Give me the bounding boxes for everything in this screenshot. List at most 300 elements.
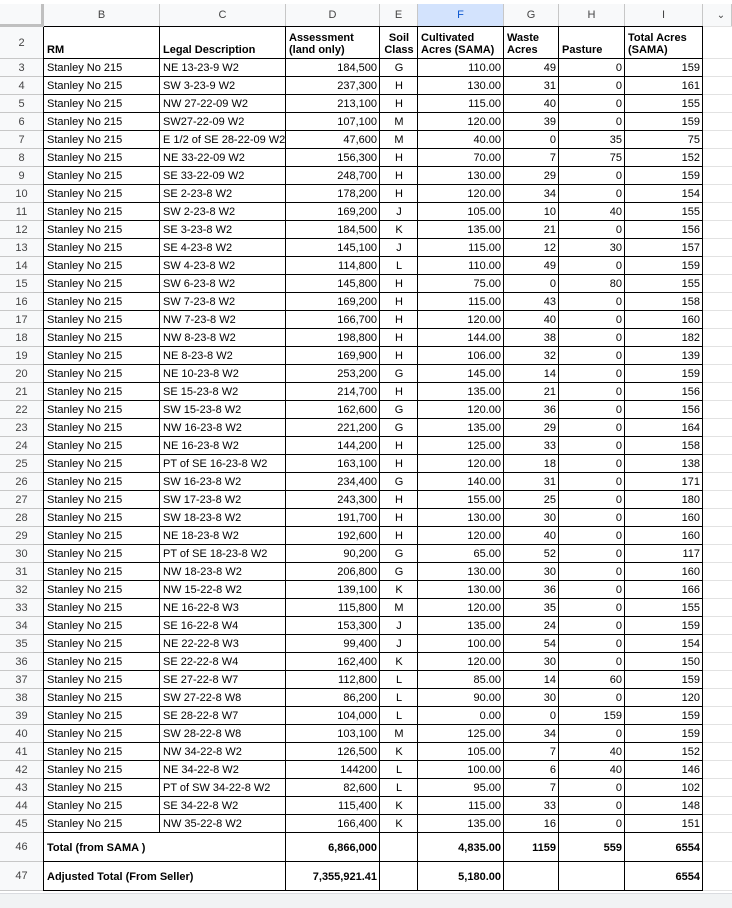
cell-legal-description[interactable]: SE 16-22-8 W4 bbox=[163, 620, 239, 632]
cell-pasture[interactable]: 0 bbox=[615, 458, 622, 470]
cell-assessment[interactable]: 184,500 bbox=[337, 224, 377, 236]
cell-rm[interactable]: Stanley No 215 bbox=[47, 152, 123, 164]
cell-pasture[interactable]: 0 bbox=[615, 476, 622, 488]
cell-cultivated-acres[interactable]: 145.00 bbox=[467, 368, 501, 380]
cell-waste-acres[interactable]: 38 bbox=[543, 332, 556, 344]
cell-pasture[interactable]: 0 bbox=[615, 728, 622, 740]
cell-waste-acres[interactable]: 36 bbox=[543, 404, 556, 416]
row-header[interactable]: 23 bbox=[0, 419, 44, 437]
cell-pasture[interactable]: 0 bbox=[615, 188, 622, 200]
cell-assessment[interactable]: 162,400 bbox=[337, 656, 377, 668]
cell-soil-class[interactable]: H bbox=[395, 350, 403, 362]
column-header-i[interactable]: I bbox=[625, 4, 703, 27]
cell-total-acres[interactable]: 158 bbox=[681, 440, 700, 452]
cell-assessment[interactable]: 126,500 bbox=[337, 746, 377, 758]
cell-soil-class[interactable]: G bbox=[394, 368, 404, 380]
cell-legal-description[interactable]: E 1/2 of SE 28-22-09 W2 bbox=[163, 134, 286, 146]
cell-rm[interactable]: Stanley No 215 bbox=[47, 242, 123, 254]
cell-legal-description[interactable]: SE 4-23-8 W2 bbox=[163, 242, 233, 254]
cell-total-acres[interactable]: 151 bbox=[681, 818, 700, 830]
cell-rm[interactable]: Stanley No 215 bbox=[47, 746, 123, 758]
column-header-b[interactable]: B bbox=[44, 4, 160, 27]
cell-soil-class[interactable]: G bbox=[394, 422, 404, 434]
cell-waste-acres[interactable]: 35 bbox=[543, 602, 556, 614]
cell-legal-description[interactable]: NE 16-23-8 W2 bbox=[163, 440, 239, 452]
cell-rm[interactable]: Stanley No 215 bbox=[47, 638, 123, 650]
cell-assessment[interactable]: 145,800 bbox=[337, 278, 377, 290]
cell-waste-acres[interactable]: 52 bbox=[543, 548, 556, 560]
cell-rm[interactable]: Stanley No 215 bbox=[47, 206, 123, 218]
cell-total-acres[interactable]: 155 bbox=[681, 206, 700, 218]
adjusted-cultivated[interactable]: 5,180.00 bbox=[458, 870, 501, 883]
cell-legal-description[interactable]: SE 27-22-8 W7 bbox=[163, 674, 239, 686]
cell-total-acres[interactable]: 120 bbox=[681, 692, 700, 704]
row-header[interactable]: 5 bbox=[0, 95, 44, 113]
cell-waste-acres[interactable]: 31 bbox=[543, 476, 556, 488]
cell-soil-class[interactable]: K bbox=[395, 746, 403, 758]
cell-legal-description[interactable]: NE 16-22-8 W3 bbox=[163, 602, 239, 614]
cell-total-acres[interactable]: 158 bbox=[681, 296, 700, 308]
cell-assessment[interactable]: 169,900 bbox=[337, 350, 377, 362]
cell-waste-acres[interactable]: 14 bbox=[543, 368, 556, 380]
cell-waste-acres[interactable]: 25 bbox=[543, 494, 556, 506]
cell-soil-class[interactable]: J bbox=[396, 242, 402, 254]
row-header[interactable]: 18 bbox=[0, 329, 44, 347]
cell-cultivated-acres[interactable]: 120.00 bbox=[467, 188, 501, 200]
cell-waste-acres[interactable]: 18 bbox=[543, 458, 556, 470]
cell-rm[interactable]: Stanley No 215 bbox=[47, 800, 123, 812]
cell-legal-description[interactable]: NE 33-22-09 W2 bbox=[163, 152, 245, 164]
cell-rm[interactable]: Stanley No 215 bbox=[47, 368, 123, 380]
row-header[interactable]: 11 bbox=[0, 203, 44, 221]
cell-soil-class[interactable]: G bbox=[394, 566, 404, 578]
cell-legal-description[interactable]: NW 27-22-09 W2 bbox=[163, 98, 248, 110]
cell-soil-class[interactable]: H bbox=[395, 296, 403, 308]
cell-soil-class[interactable]: L bbox=[395, 260, 403, 272]
cell-soil-class[interactable]: L bbox=[395, 782, 403, 794]
cell-cultivated-acres[interactable]: 135.00 bbox=[467, 620, 501, 632]
cell-soil-class[interactable]: M bbox=[394, 116, 404, 128]
row-header[interactable]: 34 bbox=[0, 617, 44, 635]
cell-total-acres[interactable]: 156 bbox=[681, 224, 700, 236]
cell-cultivated-acres[interactable]: 115.00 bbox=[468, 242, 501, 254]
row-header[interactable]: 30 bbox=[0, 545, 44, 563]
cell-assessment[interactable]: 86,200 bbox=[343, 692, 377, 704]
cell-pasture[interactable]: 0 bbox=[615, 566, 622, 578]
cell-legal-description[interactable]: SW 15-23-8 W2 bbox=[163, 404, 242, 416]
cell-legal-description[interactable]: NW 34-22-8 W2 bbox=[163, 746, 242, 758]
total-assessment[interactable]: 6,866,000 bbox=[328, 841, 377, 854]
cell-pasture[interactable]: 80 bbox=[609, 278, 622, 290]
cell-pasture[interactable]: 0 bbox=[615, 530, 622, 542]
cell-pasture[interactable]: 0 bbox=[615, 620, 622, 632]
cell-cultivated-acres[interactable]: 95.00 bbox=[473, 782, 501, 794]
cell-rm[interactable]: Stanley No 215 bbox=[47, 710, 123, 722]
cell-pasture[interactable]: 30 bbox=[609, 242, 622, 254]
cell-legal-description[interactable]: NE 8-23-8 W2 bbox=[163, 350, 233, 362]
cell-waste-acres[interactable]: 29 bbox=[543, 170, 556, 182]
row-header[interactable]: 20 bbox=[0, 365, 44, 383]
cell-assessment[interactable]: 191,700 bbox=[337, 512, 377, 524]
cell-rm[interactable]: Stanley No 215 bbox=[47, 512, 123, 524]
cell-waste-acres[interactable]: 21 bbox=[543, 386, 556, 398]
row-header[interactable]: 6 bbox=[0, 113, 44, 131]
cell-pasture[interactable]: 0 bbox=[615, 116, 622, 128]
cell-assessment[interactable]: 243,300 bbox=[337, 494, 377, 506]
cell-legal-description[interactable]: SW 4-23-8 W2 bbox=[163, 260, 236, 272]
cell-assessment[interactable]: 213,100 bbox=[337, 98, 377, 110]
row-header[interactable]: 25 bbox=[0, 455, 44, 473]
cell-assessment[interactable]: 99,400 bbox=[343, 638, 377, 650]
cell-waste-acres[interactable]: 30 bbox=[543, 512, 556, 524]
cell-cultivated-acres[interactable]: 105.00 bbox=[467, 746, 501, 758]
cell-waste-acres[interactable]: 0 bbox=[549, 134, 556, 146]
cell-rm[interactable]: Stanley No 215 bbox=[47, 620, 123, 632]
cell-waste-acres[interactable]: 36 bbox=[543, 584, 556, 596]
row-header[interactable]: 45 bbox=[0, 815, 44, 833]
cell-soil-class[interactable]: H bbox=[395, 98, 403, 110]
cell-waste-acres[interactable]: 49 bbox=[543, 260, 556, 272]
cell-assessment[interactable]: 115,400 bbox=[338, 800, 377, 812]
cell-rm[interactable]: Stanley No 215 bbox=[47, 314, 123, 326]
cell-waste-acres[interactable]: 43 bbox=[543, 296, 556, 308]
cell-legal-description[interactable]: SW 17-23-8 W2 bbox=[163, 494, 242, 506]
cell-total-acres[interactable]: 160 bbox=[681, 566, 700, 578]
cell-assessment[interactable]: 145,100 bbox=[337, 242, 377, 254]
cell-total-acres[interactable]: 139 bbox=[681, 350, 700, 362]
row-header[interactable]: 40 bbox=[0, 725, 44, 743]
cell-legal-description[interactable]: SW 18-23-8 W2 bbox=[163, 512, 242, 524]
cell-cultivated-acres[interactable]: 40.00 bbox=[473, 134, 501, 146]
cell-waste-acres[interactable]: 14 bbox=[543, 674, 556, 686]
cell-total-acres[interactable]: 159 bbox=[681, 368, 700, 380]
cell-waste-acres[interactable]: 12 bbox=[543, 242, 556, 254]
cell-assessment[interactable]: 107,100 bbox=[337, 116, 377, 128]
cell-soil-class[interactable]: H bbox=[395, 530, 403, 542]
cell-total-acres[interactable]: 180 bbox=[681, 494, 700, 506]
cell-legal-description[interactable]: SW 16-23-8 W2 bbox=[163, 476, 242, 488]
cell-waste-acres[interactable]: 16 bbox=[543, 818, 556, 830]
cell-rm[interactable]: Stanley No 215 bbox=[47, 386, 123, 398]
cell-assessment[interactable]: 184,500 bbox=[337, 62, 377, 74]
cell-waste-acres[interactable]: 24 bbox=[543, 620, 556, 632]
cell-rm[interactable]: Stanley No 215 bbox=[47, 674, 123, 686]
cell-rm[interactable]: Stanley No 215 bbox=[47, 584, 123, 596]
row-header[interactable]: 32 bbox=[0, 581, 44, 599]
cell-cultivated-acres[interactable]: 70.00 bbox=[473, 152, 501, 164]
cell-soil-class[interactable]: H bbox=[395, 80, 403, 92]
cell-waste-acres[interactable]: 49 bbox=[543, 62, 556, 74]
row-header[interactable]: 21 bbox=[0, 383, 44, 401]
adjusted-total-label[interactable]: Adjusted Total (From Seller) bbox=[47, 870, 194, 883]
cell-soil-class[interactable]: J bbox=[396, 638, 402, 650]
cell-soil-class[interactable]: J bbox=[396, 620, 402, 632]
cell-assessment[interactable]: 139,100 bbox=[337, 584, 377, 596]
cell-rm[interactable]: Stanley No 215 bbox=[47, 260, 123, 272]
cell-total-acres[interactable]: 159 bbox=[681, 710, 700, 722]
cell-soil-class[interactable]: H bbox=[395, 314, 403, 326]
cell-pasture[interactable]: 0 bbox=[615, 692, 622, 704]
cell-waste-acres[interactable]: 31 bbox=[543, 80, 556, 92]
cell-legal-description[interactable]: SW 3-23-9 W2 bbox=[163, 80, 236, 92]
cell-pasture[interactable]: 0 bbox=[615, 494, 622, 506]
cell-rm[interactable]: Stanley No 215 bbox=[47, 494, 123, 506]
cell-cultivated-acres[interactable]: 115.00 bbox=[468, 296, 501, 308]
cell-rm[interactable]: Stanley No 215 bbox=[47, 476, 123, 488]
column-header-c[interactable]: C bbox=[160, 4, 286, 27]
cell-assessment[interactable]: 162,600 bbox=[337, 404, 377, 416]
cell-cultivated-acres[interactable]: 0.00 bbox=[479, 710, 501, 722]
cell-cultivated-acres[interactable]: 144.00 bbox=[467, 332, 501, 344]
cell-total-acres[interactable]: 171 bbox=[681, 476, 700, 488]
cell-assessment[interactable]: 112,800 bbox=[338, 674, 377, 686]
cell-pasture[interactable]: 0 bbox=[615, 512, 622, 524]
cell-legal-description[interactable]: NE 13-23-9 W2 bbox=[163, 62, 239, 74]
row-header[interactable]: 43 bbox=[0, 779, 44, 797]
cell-assessment[interactable]: 166,700 bbox=[337, 314, 377, 326]
cell-legal-description[interactable]: NE 22-22-8 W3 bbox=[163, 638, 239, 650]
cell-legal-description[interactable]: PT of SE 16-23-8 W2 bbox=[163, 458, 268, 470]
cell-total-acres[interactable]: 146 bbox=[681, 764, 700, 776]
cell-total-acres[interactable]: 159 bbox=[681, 728, 700, 740]
cell-legal-description[interactable]: NE 10-23-8 W2 bbox=[163, 368, 239, 380]
cell-total-acres[interactable]: 156 bbox=[681, 386, 700, 398]
row-header[interactable]: 19 bbox=[0, 347, 44, 365]
cell-soil-class[interactable]: K bbox=[395, 818, 403, 830]
row-header[interactable]: 15 bbox=[0, 275, 44, 293]
cell-assessment[interactable]: 248,700 bbox=[337, 170, 377, 182]
cell-total-acres[interactable]: 182 bbox=[681, 332, 700, 344]
cell-soil-class[interactable]: H bbox=[395, 278, 403, 290]
row-header[interactable]: 33 bbox=[0, 599, 44, 617]
select-all-corner[interactable] bbox=[0, 4, 44, 27]
cell-pasture[interactable]: 0 bbox=[615, 602, 622, 614]
cell-pasture[interactable]: 0 bbox=[615, 224, 622, 236]
cell-total-acres[interactable]: 154 bbox=[681, 638, 700, 650]
cell-pasture[interactable]: 0 bbox=[615, 656, 622, 668]
cell-waste-acres[interactable]: 0 bbox=[549, 710, 556, 722]
row-header[interactable]: 36 bbox=[0, 653, 44, 671]
cell-assessment[interactable]: 90,200 bbox=[343, 548, 377, 560]
cell-pasture[interactable]: 40 bbox=[609, 764, 622, 776]
cell-rm[interactable]: Stanley No 215 bbox=[47, 422, 123, 434]
cell-cultivated-acres[interactable]: 120.00 bbox=[467, 458, 501, 470]
cell-soil-class[interactable]: H bbox=[395, 152, 403, 164]
cell-assessment[interactable]: 156,300 bbox=[337, 152, 377, 164]
cell-total-acres[interactable]: 159 bbox=[681, 260, 700, 272]
cell-assessment[interactable]: 47,600 bbox=[343, 134, 377, 146]
cell-soil-class[interactable]: L bbox=[395, 692, 403, 704]
cell-cultivated-acres[interactable]: 120.00 bbox=[467, 602, 501, 614]
row-header[interactable]: 41 bbox=[0, 743, 44, 761]
cell-legal-description[interactable]: PT of SE 18-23-8 W2 bbox=[163, 548, 268, 560]
row-header[interactable]: 37 bbox=[0, 671, 44, 689]
cell-pasture[interactable]: 0 bbox=[615, 422, 622, 434]
cell-legal-description[interactable]: SW 2-23-8 W2 bbox=[163, 206, 236, 218]
cell-rm[interactable]: Stanley No 215 bbox=[47, 782, 123, 794]
cell-total-acres[interactable]: 75 bbox=[687, 134, 700, 146]
row-header[interactable]: 22 bbox=[0, 401, 44, 419]
cell-rm[interactable]: Stanley No 215 bbox=[47, 80, 123, 92]
cell-waste-acres[interactable]: 10 bbox=[543, 206, 556, 218]
cell-assessment[interactable]: 153,300 bbox=[337, 620, 377, 632]
cell-total-acres[interactable]: 148 bbox=[681, 800, 700, 812]
cell-soil-class[interactable]: H bbox=[395, 188, 403, 200]
column-header-h[interactable]: H bbox=[559, 4, 625, 27]
cell-waste-acres[interactable]: 39 bbox=[543, 116, 556, 128]
row-header[interactable]: 9 bbox=[0, 167, 44, 185]
cell-rm[interactable]: Stanley No 215 bbox=[47, 278, 123, 290]
cell-soil-class[interactable]: H bbox=[395, 440, 403, 452]
cell-cultivated-acres[interactable]: 120.00 bbox=[467, 404, 501, 416]
cell-assessment[interactable]: 214,700 bbox=[337, 386, 377, 398]
cell-soil-class[interactable]: L bbox=[395, 764, 403, 776]
cell-rm[interactable]: Stanley No 215 bbox=[47, 188, 123, 200]
cell-assessment[interactable]: 82,600 bbox=[343, 782, 377, 794]
cell-rm[interactable]: Stanley No 215 bbox=[47, 440, 123, 452]
column-header-e[interactable]: E bbox=[380, 4, 418, 27]
column-header-f[interactable]: F bbox=[418, 4, 504, 27]
cell-assessment[interactable]: 169,200 bbox=[337, 296, 377, 308]
cell-cultivated-acres[interactable]: 85.00 bbox=[473, 674, 501, 686]
cell-cultivated-acres[interactable]: 115.00 bbox=[468, 800, 501, 812]
cell-pasture[interactable]: 0 bbox=[615, 62, 622, 74]
adjusted-total-acres[interactable]: 6554 bbox=[675, 870, 700, 883]
cell-assessment[interactable]: 234,400 bbox=[337, 476, 377, 488]
cell-waste-acres[interactable]: 7 bbox=[549, 782, 556, 794]
cell-total-acres[interactable]: 155 bbox=[681, 602, 700, 614]
cell-cultivated-acres[interactable]: 130.00 bbox=[467, 584, 501, 596]
cell-soil-class[interactable]: H bbox=[395, 332, 403, 344]
cell-rm[interactable]: Stanley No 215 bbox=[47, 692, 123, 704]
column-header-g[interactable]: G bbox=[504, 4, 559, 27]
cell-assessment[interactable]: 192,600 bbox=[337, 530, 377, 542]
cell-rm[interactable]: Stanley No 215 bbox=[47, 764, 123, 776]
cell-legal-description[interactable]: SE 3-23-8 W2 bbox=[163, 224, 233, 236]
cell-pasture[interactable]: 0 bbox=[615, 296, 622, 308]
total-waste[interactable]: 1159 bbox=[532, 841, 556, 854]
cell-waste-acres[interactable]: 40 bbox=[543, 530, 556, 542]
cell-cultivated-acres[interactable]: 100.00 bbox=[467, 764, 501, 776]
cell-legal-description[interactable]: NW 16-23-8 W2 bbox=[163, 422, 242, 434]
cell-pasture[interactable]: 0 bbox=[615, 782, 622, 794]
row-header[interactable]: 12 bbox=[0, 221, 44, 239]
cell-cultivated-acres[interactable]: 110.00 bbox=[468, 260, 501, 272]
cell-total-acres[interactable]: 152 bbox=[681, 152, 700, 164]
cell-total-acres[interactable]: 159 bbox=[681, 620, 700, 632]
cell-cultivated-acres[interactable]: 135.00 bbox=[467, 818, 501, 830]
cell-pasture[interactable]: 0 bbox=[615, 368, 622, 380]
cell-legal-description[interactable]: NW 15-22-8 W2 bbox=[163, 584, 242, 596]
cell-soil-class[interactable]: M bbox=[394, 134, 404, 146]
cell-total-acres[interactable]: 155 bbox=[681, 278, 700, 290]
cell-rm[interactable]: Stanley No 215 bbox=[47, 818, 123, 830]
row-header[interactable]: 8 bbox=[0, 149, 44, 167]
cell-legal-description[interactable]: SW 28-22-8 W8 bbox=[163, 728, 242, 740]
cell-assessment[interactable]: 144,200 bbox=[337, 440, 377, 452]
cell-pasture[interactable]: 0 bbox=[615, 332, 622, 344]
cell-pasture[interactable]: 159 bbox=[603, 710, 622, 722]
cell-pasture[interactable]: 0 bbox=[615, 314, 622, 326]
cell-pasture[interactable]: 0 bbox=[615, 440, 622, 452]
cell-rm[interactable]: Stanley No 215 bbox=[47, 350, 123, 362]
cell-soil-class[interactable]: H bbox=[395, 512, 403, 524]
cell-legal-description[interactable]: NE 34-22-8 W2 bbox=[163, 764, 239, 776]
cell-cultivated-acres[interactable]: 75.00 bbox=[473, 278, 501, 290]
cell-assessment[interactable]: 237,300 bbox=[337, 80, 377, 92]
cell-assessment[interactable]: 198,800 bbox=[337, 332, 377, 344]
cell-pasture[interactable]: 0 bbox=[615, 800, 622, 812]
cell-soil-class[interactable]: G bbox=[394, 476, 404, 488]
adjusted-assessment[interactable]: 7,355,921.41 bbox=[312, 870, 377, 883]
cell-total-acres[interactable]: 160 bbox=[681, 530, 700, 542]
cell-rm[interactable]: Stanley No 215 bbox=[47, 656, 123, 668]
cell-cultivated-acres[interactable]: 100.00 bbox=[467, 638, 501, 650]
cell-waste-acres[interactable]: 6 bbox=[549, 764, 556, 776]
row-header[interactable]: 3 bbox=[0, 59, 44, 77]
cell-assessment[interactable]: 114,800 bbox=[338, 260, 377, 272]
cell-rm[interactable]: Stanley No 215 bbox=[47, 224, 123, 236]
cell-soil-class[interactable]: K bbox=[395, 584, 403, 596]
cell-cultivated-acres[interactable]: 120.00 bbox=[467, 314, 501, 326]
cell-pasture[interactable]: 40 bbox=[609, 206, 622, 218]
cell-rm[interactable]: Stanley No 215 bbox=[47, 134, 123, 146]
cell-soil-class[interactable]: M bbox=[394, 728, 404, 740]
cell-pasture[interactable]: 40 bbox=[609, 746, 622, 758]
cell-cultivated-acres[interactable]: 130.00 bbox=[467, 566, 501, 578]
cell-waste-acres[interactable]: 7 bbox=[549, 152, 556, 164]
cell-cultivated-acres[interactable]: 110.00 bbox=[468, 62, 501, 74]
cell-total-acres[interactable]: 157 bbox=[681, 242, 700, 254]
cell-cultivated-acres[interactable]: 135.00 bbox=[467, 422, 501, 434]
cell-assessment[interactable]: 115,800 bbox=[338, 602, 377, 614]
cell-pasture[interactable]: 0 bbox=[615, 170, 622, 182]
cell-legal-description[interactable]: NW 8-23-8 W2 bbox=[163, 332, 236, 344]
cell-soil-class[interactable]: H bbox=[395, 386, 403, 398]
cell-waste-acres[interactable]: 21 bbox=[543, 224, 556, 236]
cell-rm[interactable]: Stanley No 215 bbox=[47, 602, 123, 614]
row-header[interactable]: 44 bbox=[0, 797, 44, 815]
cell-rm[interactable]: Stanley No 215 bbox=[47, 116, 123, 128]
cell-assessment[interactable]: 104,000 bbox=[337, 710, 377, 722]
cell-total-acres[interactable]: 160 bbox=[681, 512, 700, 524]
cell-soil-class[interactable]: K bbox=[395, 800, 403, 812]
cell-total-acres[interactable]: 159 bbox=[681, 62, 700, 74]
cell-cultivated-acres[interactable]: 120.00 bbox=[467, 116, 501, 128]
cell-soil-class[interactable]: M bbox=[394, 602, 404, 614]
row-header[interactable]: 27 bbox=[0, 491, 44, 509]
cell-waste-acres[interactable]: 34 bbox=[543, 728, 556, 740]
row-header[interactable]: 16 bbox=[0, 293, 44, 311]
cell-pasture[interactable]: 35 bbox=[609, 134, 622, 146]
cell-waste-acres[interactable]: 30 bbox=[543, 692, 556, 704]
cell-legal-description[interactable]: SE 33-22-09 W2 bbox=[163, 170, 245, 182]
cell-waste-acres[interactable]: 40 bbox=[543, 98, 556, 110]
cell-soil-class[interactable]: G bbox=[394, 62, 404, 74]
cell-total-acres[interactable]: 166 bbox=[681, 584, 700, 596]
cell-pasture[interactable]: 0 bbox=[615, 80, 622, 92]
row-header[interactable]: 2 bbox=[0, 27, 44, 59]
row-header[interactable]: 35 bbox=[0, 635, 44, 653]
cell-cultivated-acres[interactable]: 135.00 bbox=[467, 224, 501, 236]
cell-pasture[interactable]: 60 bbox=[609, 674, 622, 686]
cell-pasture[interactable]: 0 bbox=[615, 260, 622, 272]
cell-cultivated-acres[interactable]: 125.00 bbox=[467, 440, 501, 452]
cell-waste-acres[interactable]: 33 bbox=[543, 440, 556, 452]
cell-legal-description[interactable]: SE 22-22-8 W4 bbox=[163, 656, 239, 668]
cell-total-acres[interactable]: 152 bbox=[681, 746, 700, 758]
cell-cultivated-acres[interactable]: 105.00 bbox=[467, 206, 501, 218]
